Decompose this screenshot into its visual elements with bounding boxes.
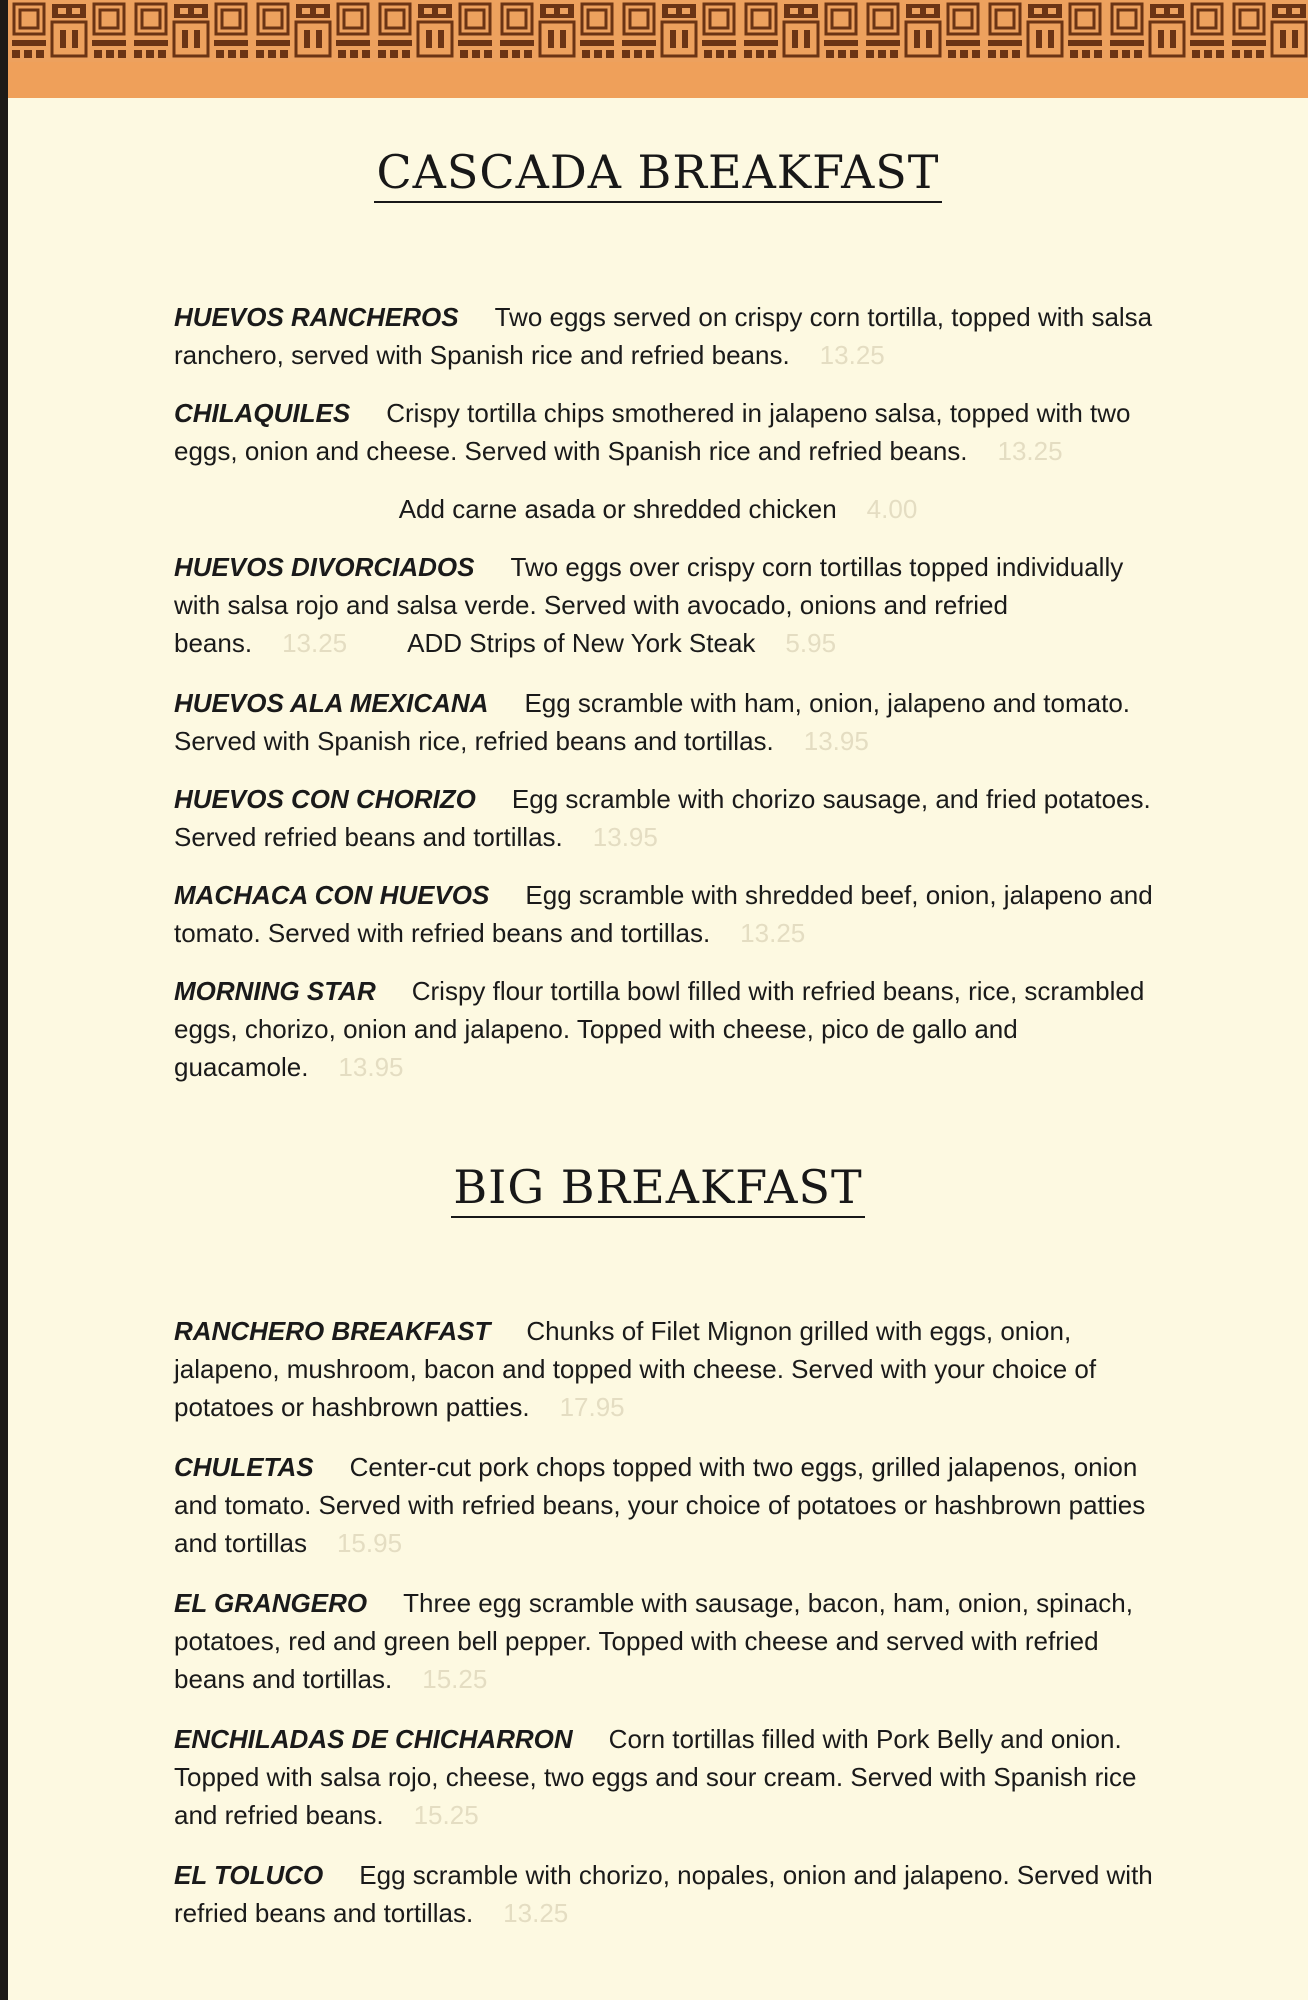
menu-item [174, 780, 1174, 856]
item-description: Two eggs served on crispy corn tortilla, topped with salsa ranchero, served with Spanish rice and refried beans. [174, 302, 1153, 370]
section-title-big [8, 1160, 1308, 1214]
item-description: Crispy flour tortilla bowl filled with refried beans, rice, scrambled eggs, chorizo, onion and jalapeno. Topped with cheese, pico de gallo and guacamole. [174, 976, 1145, 1082]
item-price: 13.25 [740, 918, 806, 948]
item-price: 13.95 [338, 1052, 404, 1082]
item-price: 13.25 [819, 340, 885, 370]
item-name: HUEVOS DIVORCIADOS [174, 552, 475, 582]
item-name: EL GRANGERO [174, 1588, 368, 1618]
item-name: RANCHERO BREAKFAST [174, 1316, 491, 1346]
addon-text: ADD Strips of New York Steak [407, 628, 756, 658]
menu-item [174, 548, 1174, 662]
item-description: Corn tortillas filled with Pork Belly and onion. Topped with salsa rojo, cheese, two eggs and sour cream. Served with Spanish rice and refried beans. [174, 1724, 1137, 1830]
menu-item [174, 1856, 1174, 1932]
item-price: 15.25 [422, 1664, 488, 1694]
addon-price: 5.95 [785, 628, 837, 658]
item-price: 13.95 [803, 726, 869, 756]
item-description: Egg scramble with shredded beef, onion, jalapeno and tomato. Served with refried beans and tortillas. [174, 880, 1153, 948]
menu-item [174, 1312, 1174, 1426]
aztec-pattern-graphic [8, 0, 1308, 62]
item-name: MACHACA CON HUEVOS [174, 880, 490, 910]
item-description: Crispy tortilla chips smothered in jalapeno salsa, topped with two eggs, onion and cheese. Served with Spanish rice and refried beans. [174, 398, 1131, 466]
menu-item [174, 298, 1174, 374]
item-name: EL TOLUCO [174, 1860, 324, 1890]
section-title-text: BIG BREAKFAST [451, 1160, 864, 1218]
menu-item [174, 1720, 1174, 1834]
header-band [8, 0, 1308, 98]
menu-item [174, 972, 1174, 1086]
item-description: Three egg scramble with sausage, bacon, ham, onion, spinach, potatoes, red and green bell pepper. Topped with cheese and served with refried beans and tortillas. [174, 1588, 1133, 1694]
item-description: Center-cut pork chops topped with two eggs, grilled jalapenos, onion and tomato. Served with refried beans, your choice of potatoes or hashbrown patties and tortillas [174, 1452, 1146, 1558]
addon-text: Add carne asada or shredded chicken [398, 494, 837, 524]
section-title-text: CASCADA BREAKFAST [374, 145, 941, 203]
menu-item [174, 684, 1174, 760]
menu-item [174, 1448, 1174, 1562]
item-name: ENCHILADAS DE CHICHARRON [174, 1724, 573, 1754]
item-description: Chunks of Filet Mignon grilled with eggs, onion, jalapeno, mushroom, bacon and topped with cheese. Served with your choice of potatoes or hashbrown patties. [174, 1316, 1097, 1422]
aztec-border-pattern [8, 0, 1308, 62]
item-price: 13.25 [503, 1898, 569, 1928]
section-title-cascada [8, 145, 1308, 199]
menu-item [174, 394, 1174, 470]
item-price: 13.25 [282, 628, 348, 658]
item-price: 13.25 [997, 436, 1063, 466]
item-name: HUEVOS RANCHEROS [174, 302, 459, 332]
item-description: Egg scramble with chorizo, nopales, onion and jalapeno. Served with refried beans and tortillas. [174, 1860, 1153, 1928]
item-description: Egg scramble with chorizo sausage, and fried potatoes. Served refried beans and tortillas. [174, 784, 1151, 852]
menu-item [174, 1584, 1174, 1698]
item-description: Egg scramble with ham, onion, jalapeno and tomato. Served with Spanish rice, refried beans and tortillas. [174, 688, 1131, 756]
item-price: 15.25 [413, 1800, 479, 1830]
item-name: MORNING STAR [174, 976, 376, 1006]
item-description: Two eggs over crispy corn tortillas topped individually with salsa rojo and salsa verde. Served with avocado, onions and refried beans. [174, 552, 1124, 658]
item-price: 13.95 [592, 822, 658, 852]
item-name: HUEVOS ALA MEXICANA [174, 688, 489, 718]
item-price: 15.95 [336, 1528, 403, 1558]
item-name: HUEVOS CON CHORIZO [174, 784, 476, 814]
menu-page [8, 0, 1308, 2000]
addon-line [8, 490, 1308, 528]
addon-price: 4.00 [866, 494, 918, 524]
item-price: 17.95 [559, 1392, 625, 1422]
item-name: CHILAQUILES [174, 398, 351, 428]
menu-item [174, 876, 1174, 952]
item-name: CHULETAS [174, 1452, 314, 1482]
